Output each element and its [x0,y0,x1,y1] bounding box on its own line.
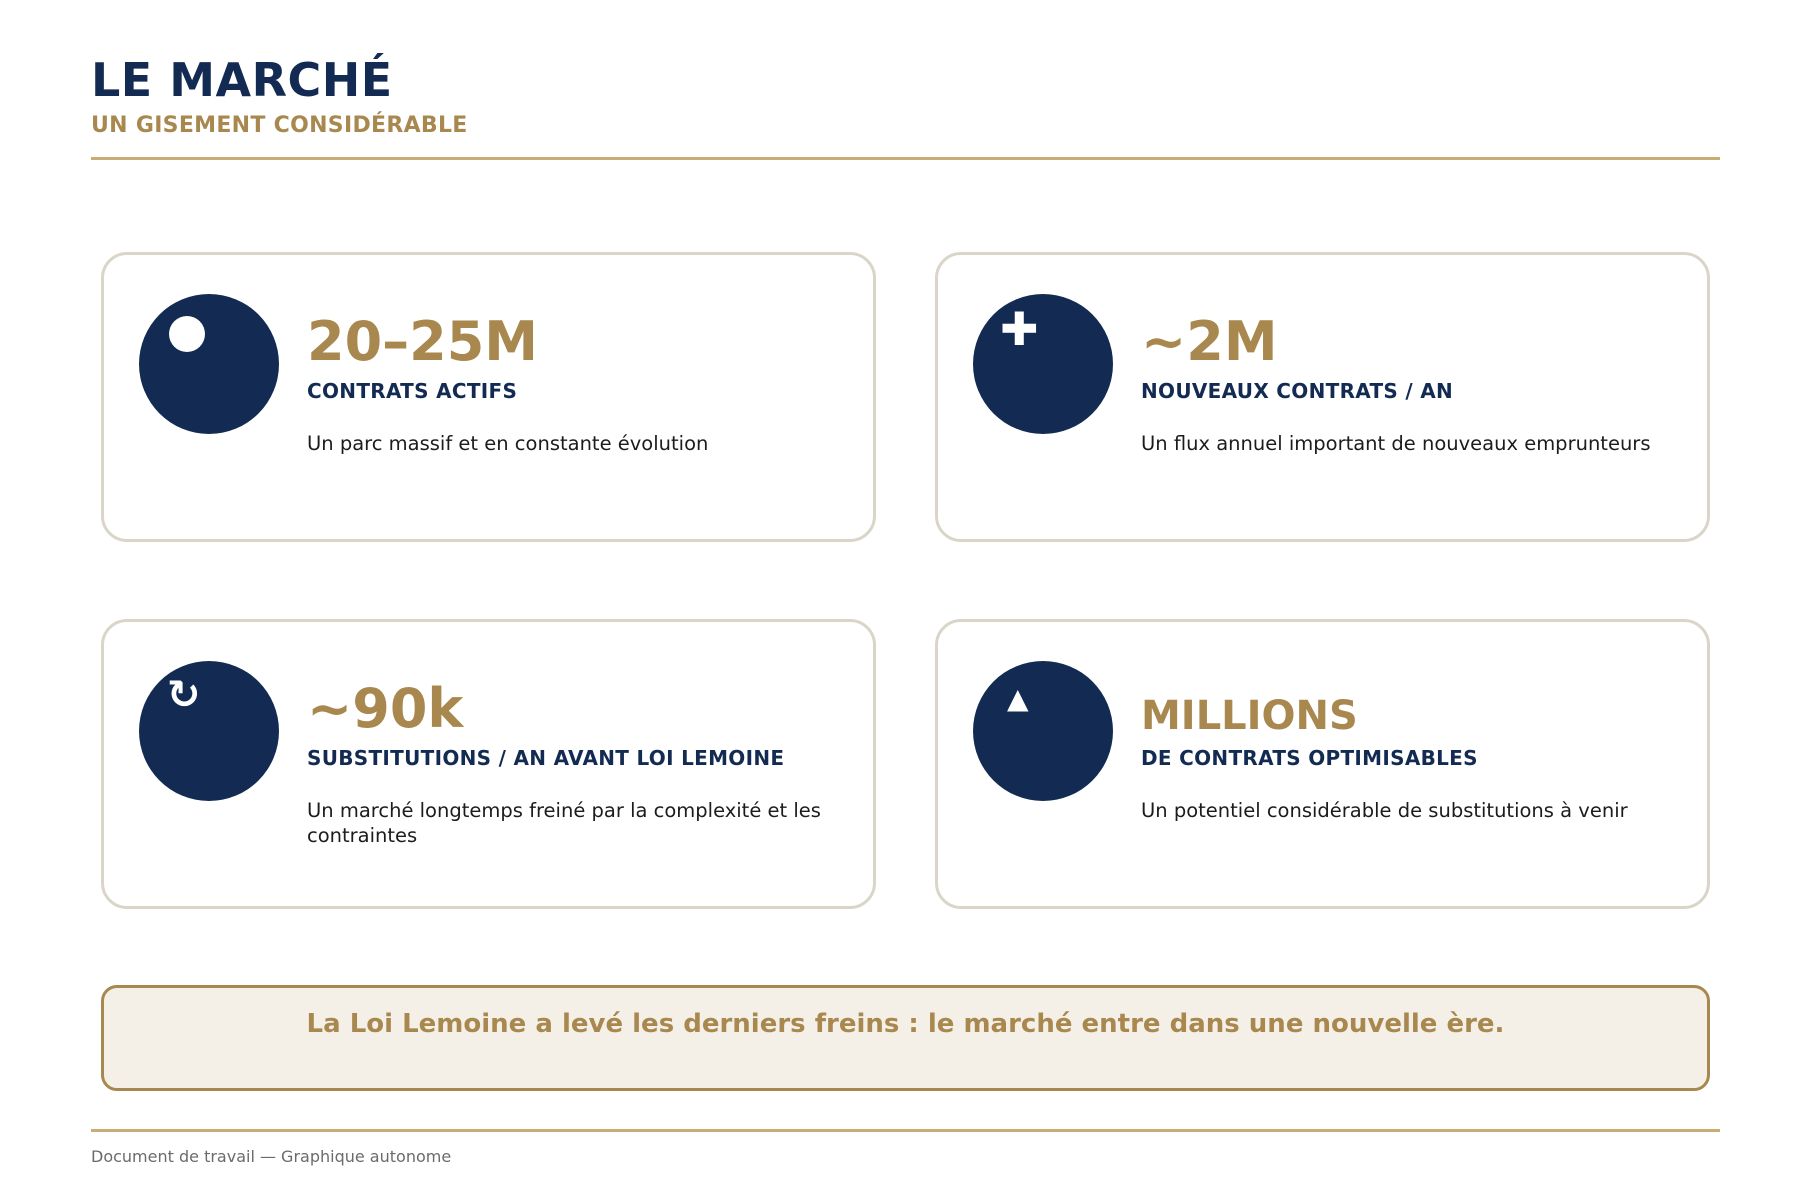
key-message-callout [101,985,1710,1091]
stat-label: NOUVEAUX CONTRATS / AN [1141,379,1454,403]
stat-description: Un parc massif et en constante évolution [307,432,709,455]
stat-card-active-contracts [101,252,876,542]
page-subtitle: UN GISEMENT CONSIDÉRABLE [91,113,468,138]
icon-circle [139,661,279,801]
stat-card-optimizable-contracts [935,619,1710,909]
header [91,52,1720,140]
stat-text [1141,680,1681,823]
icon-circle [973,294,1113,434]
icon-circle [139,294,279,434]
dot-icon [169,316,205,352]
stat-card-new-contracts [935,252,1710,542]
stat-label: CONTRATS ACTIFS [307,379,518,403]
callout-text: La Loi Lemoine a levé les derniers freins : le marché entre dans une nouvelle ère. [306,1009,1505,1039]
triangle-up-icon: ▲ [1007,682,1029,715]
refresh-icon: ↻ [167,672,201,718]
stat-description: Un potentiel considérable de substitutions à venir [1141,799,1628,822]
stat-label: DE CONTRATS OPTIMISABLES [1141,746,1478,770]
stat-value: MILLIONS [1141,693,1358,739]
stat-card-substitutions [101,619,876,909]
plus-icon: ✚ [1000,302,1039,356]
stat-text [307,310,847,456]
header-divider [91,157,1720,160]
stat-text [307,677,847,848]
stat-value: 20–25M [307,310,539,373]
stat-label: SUBSTITUTIONS / AN AVANT LOI LEMOINE [307,746,785,770]
stat-description: Un flux annuel important de nouveaux emprunteurs [1141,432,1651,455]
page-title: LE MARCHÉ [91,53,393,107]
stat-value: ~90k [307,677,464,740]
footer-divider [91,1129,1720,1132]
footer-note: Document de travail — Graphique autonome [91,1147,452,1166]
stat-text [1141,310,1681,456]
stat-description: Un marché longtemps freiné par la complexité et les contraintes [307,799,821,847]
stat-value: ~2M [1141,310,1278,373]
icon-circle [973,661,1113,801]
